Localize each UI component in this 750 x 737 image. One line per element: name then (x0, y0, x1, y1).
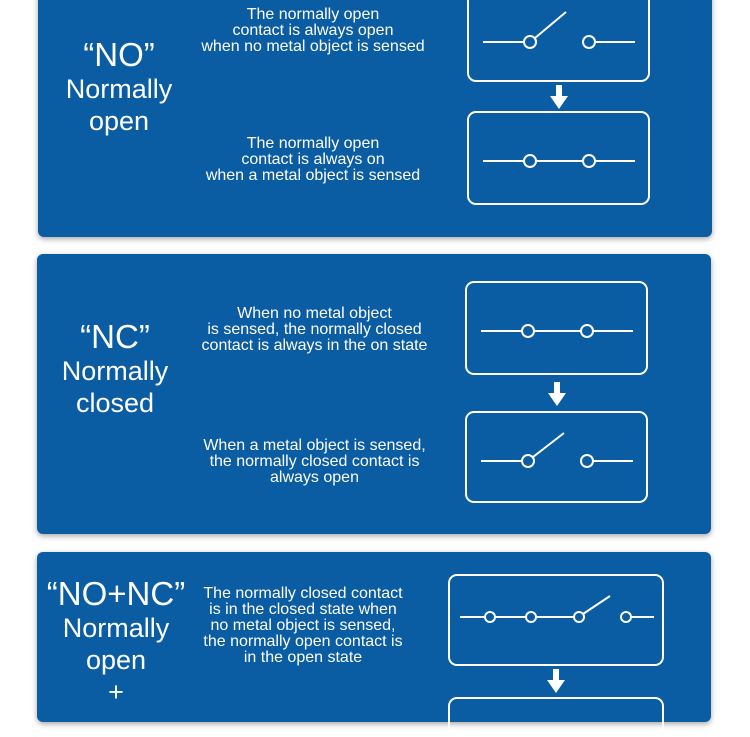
no-nc-label-line-1: Normally (62, 613, 170, 643)
closed-contact-symbol (469, 113, 648, 203)
no-label-title: “NO” (83, 36, 155, 73)
no-desc-1-line-1: The normally open (246, 6, 380, 23)
no-nc-desc-line-5: in the open state (243, 649, 363, 666)
no-nc-label (39, 576, 193, 708)
section-normally-open-closed (37, 552, 711, 722)
nc-label-title: “NC” (80, 318, 150, 355)
no-nc-switch-next-diagram (448, 697, 664, 737)
down-arrow-icon (548, 382, 566, 407)
nc-desc-2-line-1: When a metal object is sensed, (203, 437, 426, 454)
open-switch-symbol (469, 0, 648, 80)
section-normally-closed (37, 254, 711, 534)
down-arrow-icon (547, 669, 565, 694)
nc-desc-1-line-2: is sensed, the normally closed (207, 321, 422, 338)
no-label-line-2: open (88, 106, 150, 136)
section-normally-open (38, 0, 712, 237)
nc-desc-2-line-3: always open (270, 469, 359, 486)
nc-desc-1-line-3: contact is always in the on state (201, 337, 428, 354)
no-desc-not-sensed (188, 7, 438, 55)
nc-desc-1-line-1: When no metal object (237, 305, 392, 322)
no-desc-2-line-2: contact is always on (241, 151, 385, 168)
no-switch-closed-diagram (467, 111, 650, 205)
down-arrow-icon (550, 85, 568, 110)
open-switch-symbol (467, 413, 646, 501)
no-nc-desc-line-2: is in the closed state when (209, 601, 397, 618)
no-nc-desc-line-1: The normally closed contact (203, 585, 403, 602)
nc-desc-sensed (187, 438, 442, 486)
no-switch-open-diagram (467, 0, 650, 82)
no-nc-desc-line-4: the normally open contact is (203, 633, 403, 650)
no-nc-label-line-2: open (85, 645, 147, 675)
no-desc-2-line-1: The normally open (246, 135, 380, 152)
closed-contact-symbol (467, 283, 646, 373)
no-nc-label-line-3: + (108, 677, 124, 707)
no-label-line-1: Normally (65, 74, 173, 104)
no-desc-1-line-3: when no metal object is sensed (201, 38, 425, 55)
nc-switch-open-diagram (465, 411, 648, 503)
closed-then-open-switch-symbol (450, 576, 662, 664)
nc-label-line-1: Normally (61, 356, 169, 386)
nc-label (51, 319, 179, 419)
no-nc-switch-diagram (448, 574, 664, 666)
no-label (55, 37, 183, 137)
no-nc-label-title: “NO+NC” (46, 575, 186, 612)
no-desc-sensed (188, 136, 438, 184)
nc-switch-closed-diagram (465, 281, 648, 375)
no-desc-2-line-3: when a metal object is sensed (205, 167, 421, 184)
no-nc-desc-line-3: no metal object is sensed, (210, 617, 396, 634)
nc-label-line-2: closed (75, 388, 155, 418)
no-nc-desc (193, 586, 413, 666)
nc-desc-not-sensed (187, 306, 442, 354)
nc-desc-2-line-2: the normally closed contact is (209, 453, 420, 470)
no-desc-1-line-2: contact is always open (232, 22, 394, 39)
